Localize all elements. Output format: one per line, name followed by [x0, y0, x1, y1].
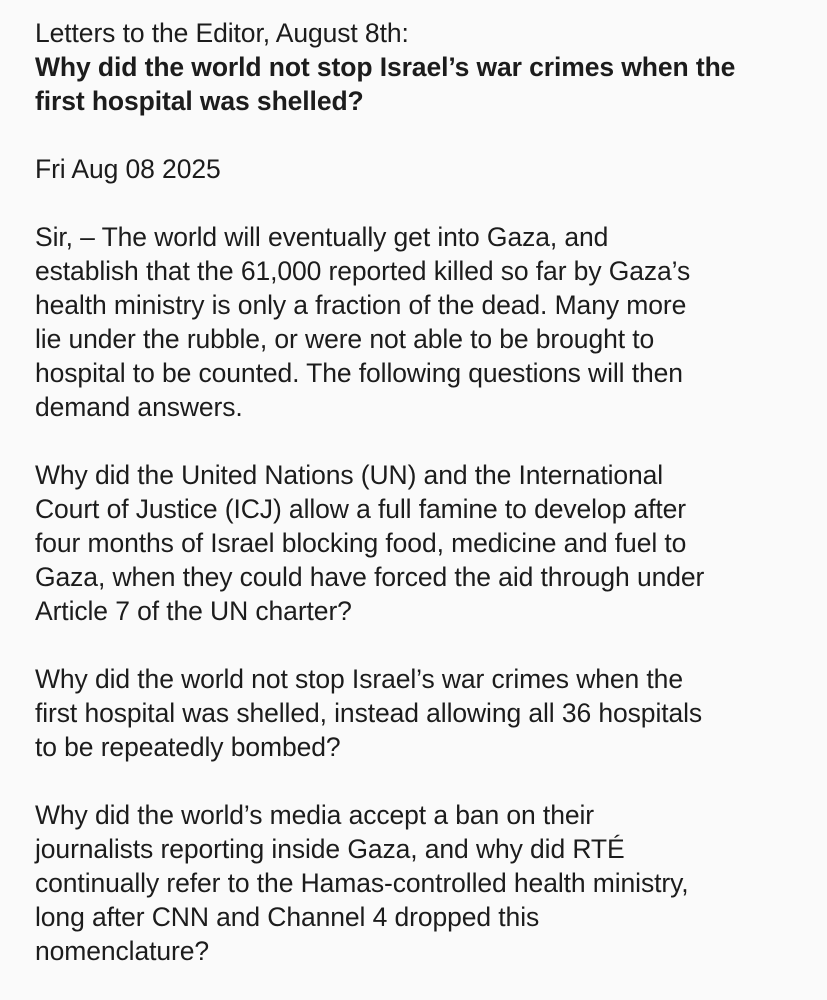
paragraph-line: Article 7 of the UN charter? — [35, 596, 352, 626]
paragraph-line: long after CNN and Channel 4 dropped this — [35, 902, 540, 932]
spacer — [35, 628, 807, 662]
paragraph-line: Gaza, when they could have forced the aid through under — [35, 562, 705, 592]
section-title: Letters to the Editor, August 8th: — [35, 18, 409, 48]
paragraph-2 — [35, 458, 807, 628]
paragraph-line: Sir, – The world will eventually get into Gaza, and — [35, 222, 609, 252]
paragraph-line: health ministry is only a fraction of the dead. Many more — [35, 290, 687, 320]
spacer — [35, 186, 807, 220]
paragraph-line: to be repeatedly bombed? — [35, 732, 341, 762]
paragraph-line: demand answers. — [35, 392, 243, 422]
paragraph-1 — [35, 220, 807, 424]
paragraph-line: hospital to be counted. The following questions will then — [35, 358, 683, 388]
paragraph-line: Court of Justice (ICJ) allow a full famine to develop after — [35, 494, 686, 524]
paragraph-line: continually refer to the Hamas-controlled health ministry, — [35, 868, 689, 898]
paragraph-line: Why did the world’s media accept a ban on their — [35, 800, 594, 830]
publish-date: Fri Aug 08 2025 — [35, 154, 221, 184]
spacer — [35, 118, 807, 152]
paragraph-line: journalists reporting inside Gaza, and why did RTÉ — [35, 834, 625, 864]
paragraph-line: Why did the United Nations (UN) and the International — [35, 460, 664, 490]
paragraph-line: first hospital was shelled, instead allowing all 36 hospitals — [35, 698, 703, 728]
spacer — [35, 764, 807, 798]
paragraph-4 — [35, 798, 807, 968]
headline-line: Why did the world not stop Israel’s war crimes when the — [35, 52, 736, 82]
paragraph-line: lie under the rubble, or were not able to be brought to — [35, 324, 655, 354]
paragraph-line: four months of Israel blocking food, medicine and fuel to — [35, 528, 687, 558]
headline — [35, 50, 807, 118]
paragraph-3 — [35, 662, 807, 764]
spacer — [35, 424, 807, 458]
paragraph-line: Why did the world not stop Israel’s war crimes when the — [35, 664, 683, 694]
paragraph-line: establish that the 61,000 reported killed so far by Gaza’s — [35, 256, 691, 286]
headline-line: first hospital was shelled? — [35, 86, 364, 116]
paragraph-line: nomenclature? — [35, 936, 210, 966]
